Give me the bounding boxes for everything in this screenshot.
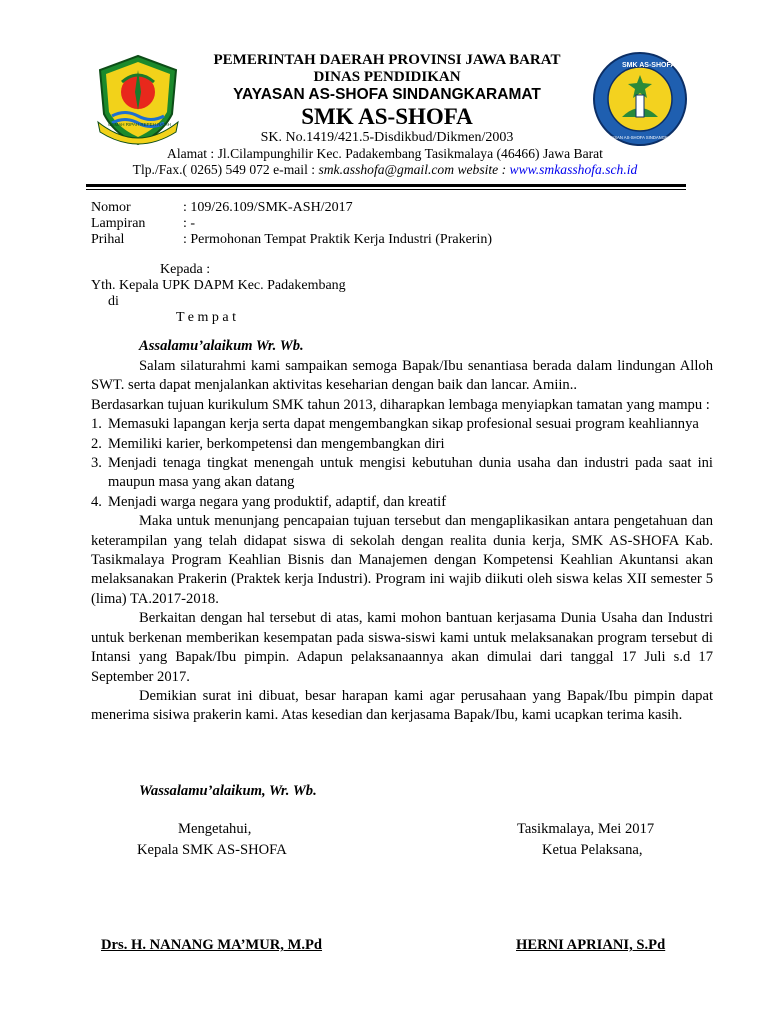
paragraph-3: Maka untuk menunjang pencapaian tujuan tersebut dan mengaplikasikan antara pengetahuan dan keterampilan yang telah didapat siswa di sekolah dengan realita dunia kerja, SMK AS-SHOFA Kab. Tasikmalaya Program Keahlian Bisnis dan Manajemen dengan Kompetensi Keahlian Akuntansi akan melaksanakan Prakerin (Praktek kerja Industri). Program ini wajib diikuti oleh siswa kelas XII semester 5 (lima) TA.2017-2018.	[91, 513, 713, 607]
email-address: smk.asshofa@gmail.com	[318, 162, 455, 177]
paragraph-1: Salam silaturahmi kami sampaikan semoga Bapak/Ibu senantiasa berada dalam lindungan Alloh SWT. serta dapat menjalankan aktivitas keseharian dengan baik dan lancar. Amiin..	[91, 358, 713, 394]
letterhead-contact	[130, 162, 640, 178]
sign-left-name: Drs. H. NANANG MA’MUR, M.Pd	[101, 937, 323, 953]
meta-nomor	[91, 200, 353, 216]
meta-lampiran	[91, 216, 195, 232]
list-item: 2. Memiliki karier, berkompetensi dan mengembangkan diri	[91, 435, 445, 452]
list-item: 1. Memasuki lapangan kerja serta dapat mengembangkan sikap profesional sesuai program keahliannya	[91, 416, 699, 433]
recipient-di: di	[108, 294, 119, 309]
letterhead-government: PEMERINTAH DAERAH PROVINSI JAWA BARAT	[213, 52, 561, 68]
recipient-tempat: T e m p a t	[176, 310, 237, 325]
meta-prihal	[91, 232, 492, 248]
sign-right-place-date: Tasikmalaya, Mei 2017	[517, 821, 655, 837]
lampiran-value: : -	[183, 216, 196, 231]
recipient-kepada: Kepada :	[160, 262, 211, 277]
sign-left-mengetahui: Mengetahui,	[178, 821, 252, 837]
list-item: 3. Menjadi tenaga tingkat menengah untuk mengisi kebutuhan dunia usaha dan industri pada saat ini maupun masa yang akan datang	[91, 455, 713, 491]
letterhead-school-name: SMK AS-SHOFA	[301, 104, 473, 129]
letterhead-divider-thick	[86, 184, 686, 187]
letterhead-sk-number: SK. No.1419/421.5-Disdikbud/Dikmen/2003	[260, 130, 514, 145]
contact-prefix: Tlp./Fax.( 0265) 549 072 e-mail :	[132, 162, 319, 177]
website-label: website :	[454, 162, 510, 177]
objectives-list	[91, 415, 713, 512]
website-link[interactable]: www.smkasshofa.sch.id	[509, 162, 638, 177]
letterhead-foundation: YAYASAN AS-SHOFA SINDANGKARAMAT	[233, 86, 541, 103]
nomor-value: : 109/26.109/SMK-ASH/2017	[183, 200, 353, 215]
sign-left-role: Kepala SMK AS-SHOFA	[137, 842, 287, 858]
left-logo-caption: GEMAH RIPAH REPEH RAPIH	[108, 122, 171, 127]
sign-right-role: Ketua Pelaksana,	[542, 842, 643, 858]
prihal-value: : Permohonan Tempat Praktik Kerja Industri (Prakerin)	[183, 232, 493, 247]
list-item: 4. Menjadi warga negara yang produktif, adaptif, dan kreatif	[91, 493, 447, 510]
recipient-yth: Yth. Kepala UPK DAPM Kec. Padakembang	[91, 278, 346, 293]
letterhead-department: DINAS PENDIDIKAN	[313, 69, 461, 85]
jawa-barat-crest-logo	[92, 52, 184, 148]
paragraph-5: Demikian surat ini dibuat, besar harapan kami agar perusahaan yang Bapak/Ibu pimpin dapat menerima sisiwa prakerin kami. Atas kesedian dan kerjasama Bapak/Ibu, kami ucapkan terima kasih.	[91, 687, 713, 724]
lampiran-label: Lampiran	[91, 216, 146, 231]
closing-salutation: Wassalamu’alaikum, Wr. Wb.	[139, 783, 317, 799]
sign-right-name: HERNI APRIANI, S.Pd	[516, 937, 666, 953]
paragraph-2: Berdasarkan tujuan kurikulum SMK tahun 2013, diharapkan lembaga menyiapkan tamatan yang mampu :	[91, 396, 710, 413]
letterhead-address: Alamat : Jl.Cilampunghilir Kec. Padakembang Tasikmalaya (46466) Jawa Barat	[167, 146, 603, 161]
greeting: Assalamu’alaikum Wr. Wb.	[139, 338, 304, 354]
nomor-label: Nomor	[91, 200, 131, 215]
right-logo-top-text: SMK AS-SHOFA	[622, 62, 676, 69]
prihal-label: Prihal	[91, 232, 125, 247]
paragraph-4: Berkaitan dengan hal tersebut di atas, kami mohon bantuan kerjasama Dunia Usaha dan Industri untuk berkenan memberikan kesempatan pada siswa-siswi kami untuk melaksanakan program tersebut di Intansi yang Bapak/Ibu pimpin. Adapun pelaksanaannya akan dimulai dari tanggal 17 Juli s.d 17 September 2017.	[91, 610, 713, 685]
letterhead-divider-thin	[86, 189, 686, 190]
right-logo-bottom-text: YAYASAN AS-SHOFA SINDANGKARAMAT	[604, 135, 685, 140]
letter-body	[91, 357, 713, 726]
